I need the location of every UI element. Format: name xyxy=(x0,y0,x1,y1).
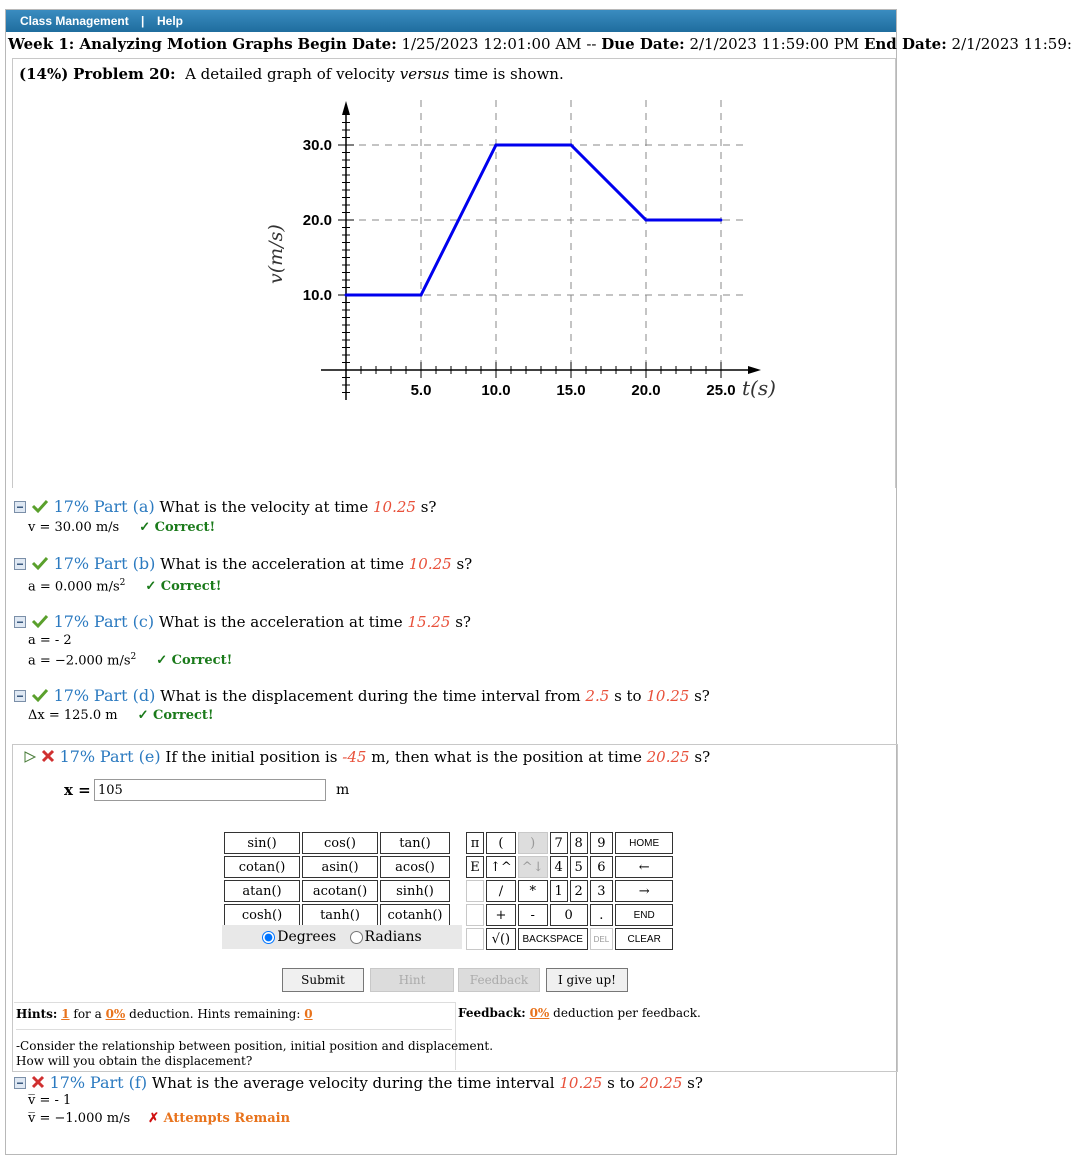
key-lparen[interactable]: ( xyxy=(486,832,516,854)
func-cos-button[interactable]: cos() xyxy=(302,832,378,854)
chart-ticks xyxy=(303,123,736,400)
hint-text-1: -Consider the relationship between position, initial position and displacement. xyxy=(16,1039,494,1053)
func-cosh-button[interactable]: cosh() xyxy=(224,904,300,926)
nav-class-management[interactable]: Class Management xyxy=(20,14,129,28)
key-blank xyxy=(466,880,484,902)
key-1[interactable]: 1 xyxy=(550,880,568,902)
key-e[interactable]: E xyxy=(466,856,484,878)
key-rparen[interactable]: ) xyxy=(518,832,548,854)
func-atan-button[interactable]: atan() xyxy=(224,880,300,902)
x-tick-label: 15.0 xyxy=(556,382,586,399)
correct-badge: ✓ Correct! xyxy=(137,708,214,723)
collapse-icon[interactable] xyxy=(14,688,26,706)
key-minus[interactable]: - xyxy=(518,904,548,926)
key-dot[interactable]: . xyxy=(590,904,614,926)
degrees-radio[interactable] xyxy=(262,931,275,944)
key-9[interactable]: 9 xyxy=(590,832,614,854)
key-pi[interactable]: π xyxy=(466,832,484,854)
x-mark-icon xyxy=(31,1075,45,1093)
function-keypad xyxy=(222,830,452,928)
part-c-answer: a = −2.000 $m/s^2$ ✓ Correct! xyxy=(28,652,233,669)
key-multiply[interactable]: * xyxy=(518,880,548,902)
nav-help[interactable]: Help xyxy=(157,14,184,28)
func-acos-button[interactable]: acos() xyxy=(380,856,450,878)
func-sin-button[interactable]: sin() xyxy=(224,832,300,854)
func-asin-button[interactable]: asin() xyxy=(302,856,378,878)
x-tick-label: 20.0 xyxy=(631,382,661,399)
y-tick-label: 20.0 xyxy=(302,212,332,229)
key-2[interactable]: 2 xyxy=(570,880,588,902)
key-3[interactable]: 3 xyxy=(590,880,614,902)
feedback-button[interactable]: Feedback xyxy=(458,968,540,992)
part-a-answer: v = 30.00 m/s ✓ Correct! xyxy=(28,520,216,535)
chart-grid xyxy=(346,100,746,370)
part-a-header: 17% Part (a) What is the velocity at time 10.25 s? xyxy=(14,497,436,517)
data-point xyxy=(420,294,423,297)
key-backspace[interactable]: BACKSPACE xyxy=(518,928,588,950)
key-blank xyxy=(466,928,484,950)
due-date: 2/1/2023 11:59:00 PM xyxy=(689,35,860,53)
answer-input[interactable] xyxy=(94,779,326,801)
attempts-badge: ✗ Attempts Remain xyxy=(148,1111,291,1126)
func-tan-button[interactable]: tan() xyxy=(380,832,450,854)
feedback-panel: Feedback: 0% deduction per feedback. xyxy=(458,1006,701,1020)
y-tick-label: 30.0 xyxy=(302,137,332,154)
key-left-arrow[interactable]: ← xyxy=(615,856,673,878)
key-7[interactable]: 7 xyxy=(550,832,568,854)
part-d-header: 17% Part (d) What is the displacement during the time interval from 2.5 s to 10.25 s? xyxy=(14,686,710,706)
hints-panel: Hints: 1 for a 0% deduction. Hints remaining: 0 -Consider the relationship between position, initial position and displacement. How will you obtain the displacement? xyxy=(14,1002,456,1070)
problem-weight: (14%) xyxy=(19,65,69,83)
collapse-icon[interactable] xyxy=(14,1075,26,1093)
func-cotanh-button[interactable]: cotanh() xyxy=(380,904,450,926)
part-d-answer: Δx = 125.0 m ✓ Correct! xyxy=(28,708,214,723)
data-point xyxy=(345,294,348,297)
check-icon xyxy=(31,556,49,574)
velocity-time-graph xyxy=(250,100,790,410)
key-home[interactable]: HOME xyxy=(615,832,673,854)
data-point xyxy=(720,219,723,222)
part-b-header: 17% Part (b) What is the acceleration at time 10.25 s? xyxy=(14,554,472,574)
key-del[interactable]: DEL xyxy=(590,928,614,950)
y-tick-label: 10.0 xyxy=(302,287,332,304)
hints-used: 1 xyxy=(61,1007,70,1021)
data-point xyxy=(645,219,648,222)
key-8[interactable]: 8 xyxy=(570,832,588,854)
number-keypad xyxy=(464,830,675,952)
nav-separator: | xyxy=(141,14,145,28)
data-point xyxy=(570,144,573,147)
part-c-header: 17% Part (c) What is the acceleration at time 15.25 s? xyxy=(14,612,471,632)
angle-mode-group: Degrees Radians xyxy=(222,925,462,949)
y-axis-label: v(m/s) xyxy=(265,224,287,284)
key-divide[interactable]: / xyxy=(486,880,516,902)
hint-button[interactable]: Hint xyxy=(370,968,454,992)
correct-badge: ✓ Correct! xyxy=(145,579,222,595)
top-nav-bar xyxy=(6,10,896,32)
x-axis-arrow xyxy=(748,366,761,374)
end-date: 2/1/2023 11:59: xyxy=(951,35,1072,53)
key-right-arrow[interactable]: → xyxy=(615,880,673,902)
hints-remaining: 0 xyxy=(304,1007,313,1021)
x-tick-label: 25.0 xyxy=(706,382,736,399)
collapse-icon[interactable] xyxy=(14,556,26,574)
key-sqrt[interactable]: √() xyxy=(486,928,516,950)
submit-button[interactable]: Submit xyxy=(282,968,364,992)
key-blank xyxy=(466,904,484,926)
x-tick-label: 5.0 xyxy=(410,382,432,399)
part-c-input-line: a = - 2 xyxy=(28,633,72,648)
collapse-icon[interactable] xyxy=(14,499,26,517)
x-mark-icon xyxy=(41,749,55,767)
data-point xyxy=(495,144,498,147)
func-acotan-button[interactable]: acotan() xyxy=(302,880,378,902)
assignment-header: Week 1: Analyzing Motion Graphs Begin Date: 1/25/2023 12:01:00 AM -- Due Date: 2/1/2023 11:59:00 PM End Date: 2/1/2023 11:59: xyxy=(8,35,1072,53)
key-4[interactable]: 4 xyxy=(550,856,568,878)
give-up-button[interactable]: I give up! xyxy=(546,968,628,992)
part-e-header: 17% Part (e) If the initial position is -45 m, then what is the position at time 20.25 s? xyxy=(24,747,710,767)
radians-radio[interactable] xyxy=(350,931,363,944)
part-f-input-line: v̅ = - 1 xyxy=(28,1093,72,1108)
begin-date: 1/25/2023 12:01:00 AM xyxy=(401,35,582,53)
func-tanh-button[interactable]: tanh() xyxy=(302,904,378,926)
part-f-answer: v̅ = −1.000 m/s ✗ Attempts Remain xyxy=(28,1111,291,1126)
collapse-icon[interactable] xyxy=(14,614,26,632)
part-b-answer: a = 0.000 $m/s^2$ ✓ Correct! xyxy=(28,578,222,595)
problem-number: Problem 20: xyxy=(73,65,176,83)
func-sinh-button[interactable]: sinh() xyxy=(380,880,450,902)
key-up[interactable]: ↑^ xyxy=(486,856,516,878)
check-icon xyxy=(31,688,49,706)
check-icon xyxy=(31,614,49,632)
answer-unit: m xyxy=(336,782,350,798)
correct-badge: ✓ Correct! xyxy=(139,520,216,535)
part-f-header: 17% Part (f) What is the average velocity during the time interval 10.25 s to 20.25 s? xyxy=(14,1073,703,1093)
answer-variable-label: x = xyxy=(64,781,91,799)
key-5[interactable]: 5 xyxy=(570,856,588,878)
x-tick-label: 10.0 xyxy=(481,382,511,399)
expand-arrow-icon[interactable] xyxy=(24,749,36,767)
key-down[interactable]: ^↓ xyxy=(518,856,548,878)
key-6[interactable]: 6 xyxy=(590,856,614,878)
key-0[interactable]: 0 xyxy=(550,904,588,926)
correct-badge: ✓ Correct! xyxy=(156,653,233,669)
problem-statement: (14%) Problem 20: A detailed graph of velocity versus time is shown. xyxy=(19,65,564,83)
hint-text-2: How will you obtain the displacement? xyxy=(16,1054,253,1068)
key-plus[interactable]: + xyxy=(486,904,516,926)
func-cotan-button[interactable]: cotan() xyxy=(224,856,300,878)
key-clear[interactable]: CLEAR xyxy=(615,928,673,950)
key-end[interactable]: END xyxy=(615,904,673,926)
x-axis-label: t(s) xyxy=(742,376,776,400)
assignment-title: Week 1: Analyzing Motion Graphs xyxy=(8,35,293,53)
check-icon xyxy=(31,499,49,517)
y-axis-arrow xyxy=(342,101,350,115)
